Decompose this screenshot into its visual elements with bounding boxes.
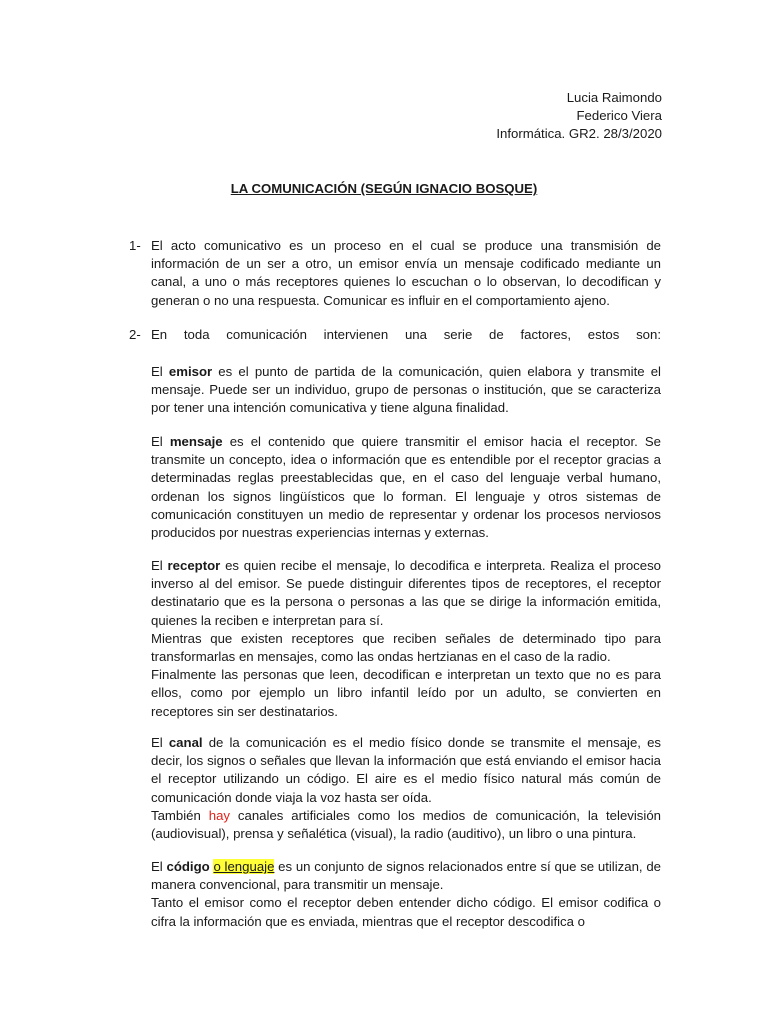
paragraph-item-1	[151, 237, 661, 310]
paragraph-codigo	[151, 858, 661, 931]
paragraph-text: El acto comunicativo es un proceso en el cual se produce una transmisión de información de un ser a otro, un emisor envía un mensaje codificado mediante un canal, a uno o más receptores quienes lo escuchan o lo observan, lo decodifican y generan o no una respuesta. Comunicar es influir en el comportamiento ajeno.	[151, 238, 661, 308]
paragraph-emisor	[151, 363, 661, 418]
term-canal: canal	[168, 735, 203, 750]
paragraph-receptor	[151, 557, 661, 721]
paragraph-item-2-intro	[151, 326, 661, 344]
paragraph-text: Tanto el emisor como el receptor deben entender dicho código. El emisor codifica o cifra la información que es enviada, mientras que el receptor descodifica o	[151, 895, 661, 929]
paragraph-text: En toda comunicación intervienen una serie de factores, estos son:	[151, 327, 661, 342]
author-name: Lucia Raimondo	[566, 90, 662, 105]
highlighted-text: o lenguaje	[213, 859, 275, 874]
paragraph-text	[151, 734, 661, 807]
term-codigo: código	[166, 859, 210, 874]
paragraph-text	[151, 858, 661, 894]
text-span: El	[151, 558, 168, 573]
text-span: El	[151, 859, 167, 874]
course-date-line: Informática. GR2. 28/3/2020	[496, 126, 662, 141]
paragraph-text: Mientras que existen receptores que reciben señales de determinado tipo para transformarlas en mensajes, como las ondas hertzianas en el caso de la radio.	[151, 630, 661, 665]
author-name: Federico Viera	[576, 108, 662, 123]
paragraph-mensaje	[151, 433, 661, 542]
paragraph-canal	[151, 734, 661, 843]
term-emisor: emisor	[168, 364, 213, 379]
term-mensaje: mensaje	[169, 434, 223, 449]
text-span: de la comunicación es el medio físico donde se transmite el mensaje, es decir, los signos o señales que llevan la información que está enviando el emisor hacia el receptor utilizando un código. El aire es el medio físico natural más común de comunicación donde viaja la voz hasta ser oída.	[151, 735, 661, 805]
text-span: es un conjunto de signos relacionados entre sí que se utilizan, de manera convencional, para transmitir un mensaje.	[151, 859, 662, 893]
text-span: El	[151, 735, 169, 750]
document-title: LA COMUNICACIÓN (SEGÚN IGNACIO BOSQUE)	[230, 181, 538, 196]
list-number: 2-	[129, 327, 141, 342]
paragraph-text: Finalmente las personas que leen, decodifican e interpretan un texto que no es para ellos, como por ejemplo un libro infantil leído por un adulto, se convierten en receptores sin ser destinatarios.	[151, 667, 661, 719]
text-span: es quien recibe el mensaje, lo decodifica e interpreta. Realiza el proceso inverso al del emisor. Se puede distinguir diferentes tipos de receptores, el receptor destinatario que es la persona o personas a las que se dirige la información emitida, quienes la reciben e interpretan para sí.	[151, 558, 662, 628]
list-number: 1-	[129, 238, 141, 253]
text-span: es el contenido que quiere transmitir el emisor hacia el receptor. Se transmite un concepto, idea o información que es entendible por el receptor gracias a determinadas reglas preestablecidas que, en el caso del lenguaje verbal humano, ordenan los signos lingüísticos que lo forman. El lenguaje y otros sistemas de comunicación constituyen un medio de representar y ordenar los procesos nerviosos producidos por nuestras experiencias internas y externas.	[151, 434, 662, 541]
paragraph-text	[151, 433, 661, 542]
text-span: El	[151, 364, 169, 379]
text-span: es el punto de partida de la comunicación, quien elabora y transmite el mensaje. Puede ser un individuo, grupo de personas o institución, que se caracteriza por tener una intención comunicativa y tiene alguna finalidad.	[151, 364, 661, 416]
text-span: También	[151, 807, 209, 823]
paragraph-text	[151, 363, 661, 418]
author-header	[496, 89, 662, 143]
red-word: hay	[208, 807, 231, 823]
text-span: El	[151, 434, 170, 449]
paragraph-text	[151, 557, 661, 630]
term-receptor: receptor	[167, 558, 221, 573]
text-span: canales artificiales como los medios de comunicación, la televisión (audiovisual), prensa y señalética (visual), la radio (auditivo), un libro o una pintura.	[151, 807, 661, 842]
paragraph-text	[151, 807, 661, 843]
